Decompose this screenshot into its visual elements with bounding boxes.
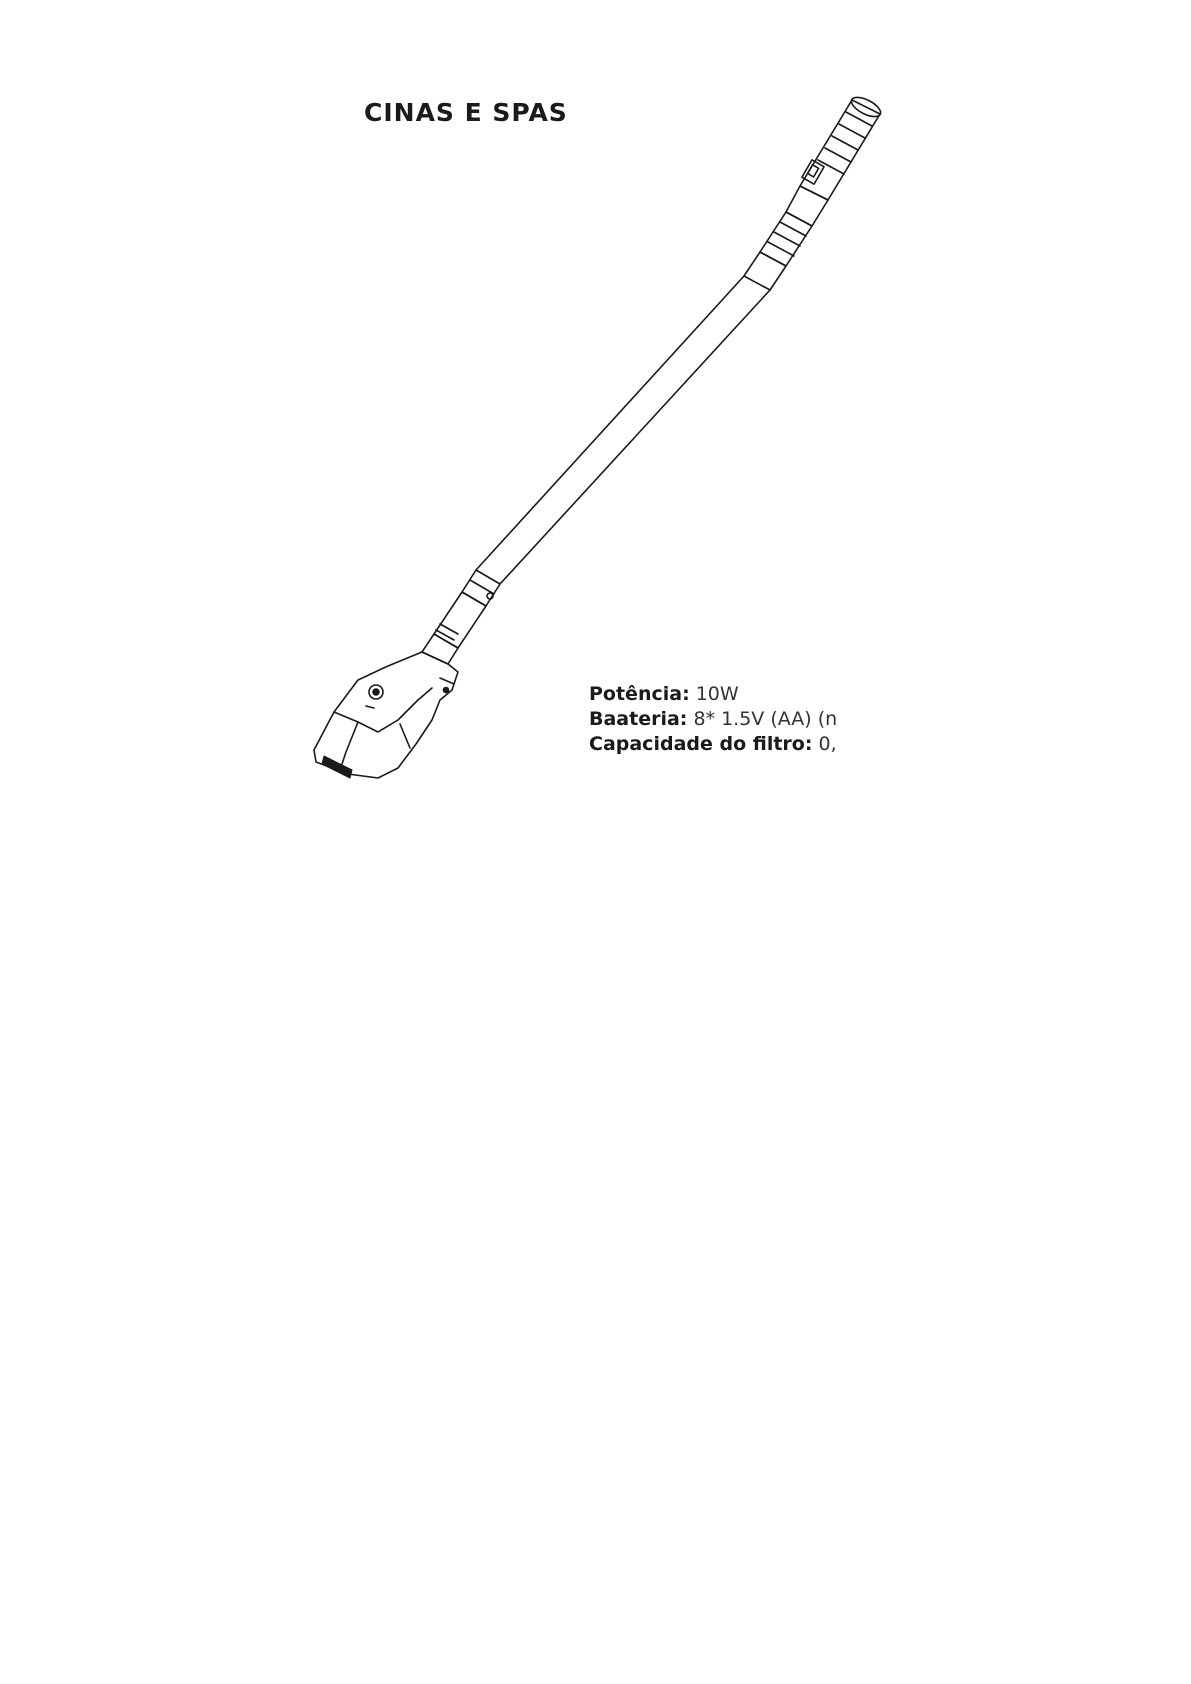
handle-grip (800, 93, 883, 200)
spec-label: Potência: (589, 683, 690, 705)
spec-row-power (589, 682, 837, 707)
spec-label: Baateria: (589, 708, 688, 730)
spec-label: Capacidade do filtro: (589, 733, 813, 755)
lower-joint (422, 570, 500, 664)
spec-value: 8* 1.5V (AA) (n (693, 708, 838, 730)
upper-collar (744, 186, 828, 290)
spec-value: 0, (818, 733, 837, 755)
vacuum-head (314, 652, 458, 778)
page-heading: CINAS E SPAS (364, 98, 568, 127)
pole-shaft (476, 276, 770, 584)
specs-list (589, 682, 837, 757)
spec-row-battery (589, 707, 837, 732)
pool-vacuum-pole-icon (0, 0, 1191, 800)
spec-row-filter-capacity (589, 732, 837, 757)
spec-value: 10W (695, 683, 739, 705)
